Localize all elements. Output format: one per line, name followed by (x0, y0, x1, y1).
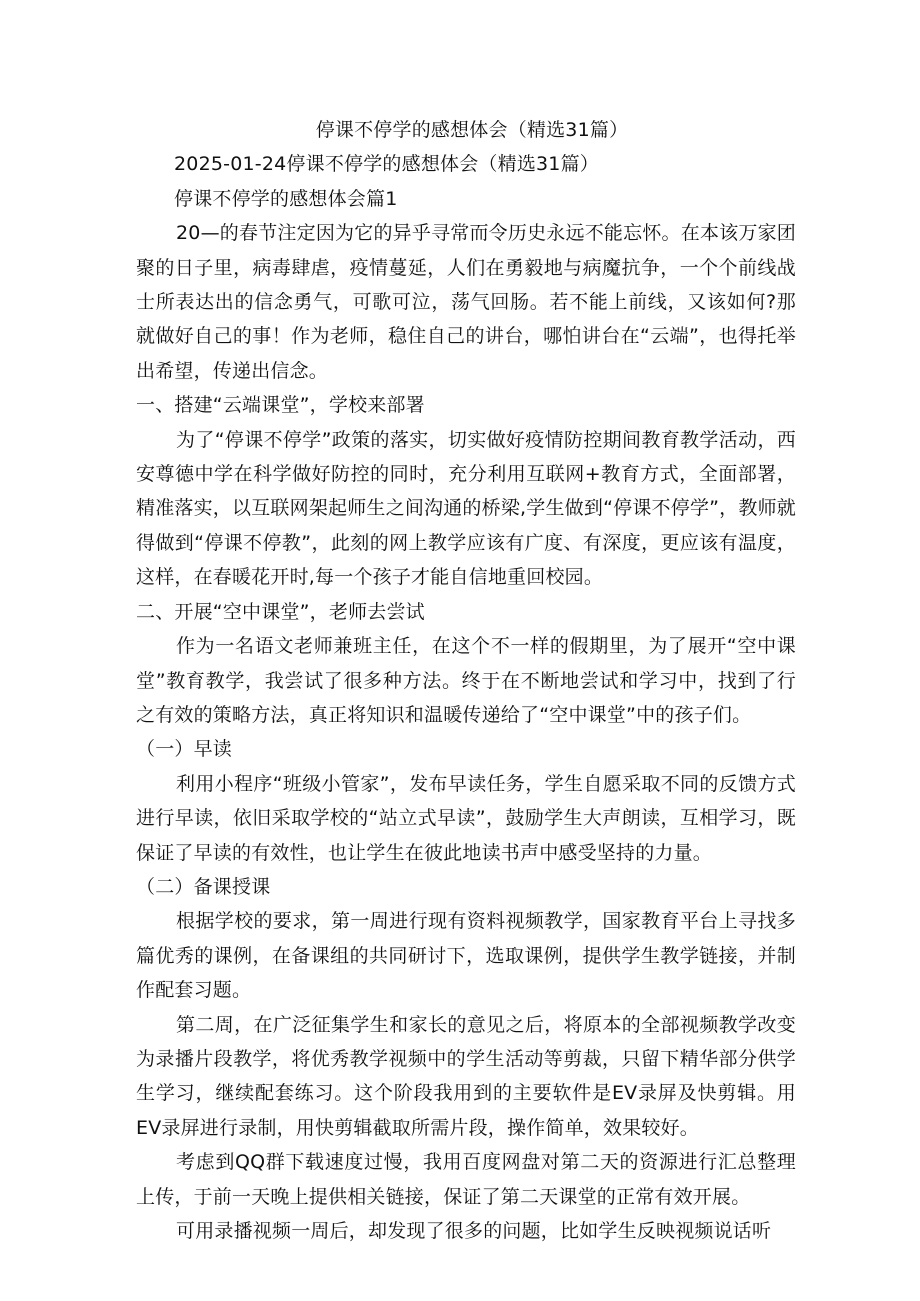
dated-title: 2025-01-24停课不停学的感想体会（精选31篇） (174, 153, 599, 176)
heading-morning-reading: （一）早读 (136, 738, 233, 761)
paragraph-problems: 可用录播视频一周后，却发现了很多的问题，比如学生反映视频说话听 (176, 1220, 772, 1242)
paragraph-week-one: 根据学校的要求，第一周进行现有资料视频教学，国家教育平台上寻找多篇优秀的课例，在备课组的共同研讨下，选取课例，提供学生教学链接，并制作配套习题。 (136, 910, 796, 1002)
heading-part-one: 一、搭建“云端课堂”，学校来部署 (136, 394, 425, 417)
paragraph-week-two: 第二周，在广泛征集学生和家长的意见之后，将原本的全部视频教学改变为录播片段教学，将优秀教学视频中的学生活动等剪裁，只留下精华部分供学生学习，继续配套练习。这个阶段我用到的主要软件是EV录屏及快剪辑。用EV录屏进行录制，用快剪辑截取所需片段，操作简单，效果较好。 (136, 1013, 796, 1139)
heading-part-two: 二、开展“空中课堂”，老师去尝试 (136, 600, 425, 623)
section-heading: 停课不停学的感想体会篇1 (174, 187, 398, 210)
document-title: 停课不停学的感想体会（精选31篇） (315, 119, 629, 141)
paragraph-attempt: 作为一名语文老师兼班主任，在这个不一样的假期里，为了展开“空中课堂”教育教学，我尝试了很多种方法。终于在不断地尝试和学习中，找到了行之有效的策略方法，真正将知识和温暖传递给了“空中课堂”中的孩子们。 (136, 635, 796, 726)
paragraph-intro: 20—的春节注定因为它的异乎寻常而令历史永远不能忘怀。在本该万家团聚的日子里，病毒肆虐，疫情蔓延，人们在勇毅地与病魔抗争，一个个前线战士所表达出的信念勇气，可歌可泣，荡气回肠。若不能上前线，又该如何?那就做好自己的事！作为老师，稳住自己的讲台，哪怕讲台在“云端”，也得托举出希望，传递出信念。 (136, 222, 796, 382)
paragraph-upload: 考虑到QQ群下载速度过慢，我用百度网盘对第二天的资源进行汇总整理上传，于前一天晚上提供相关链接，保证了第二天课堂的正常有效开展。 (136, 1151, 796, 1208)
heading-lesson-prep: （二）备课授课 (136, 875, 271, 898)
paragraph-policy: 为了“停课不停学”政策的落实，切实做好疫情防控期间教育教学活动，西安尊德中学在科学做好防控的同时，充分利用互联网+教育方式，全面部署，精准落实，以互联网架起师生之间沟通的桥梁,学生做到“停课不停学”，教师就得做到“停课不停教”，此刻的网上教学应该有广度、有深度，更应该有温度，这样，在春暖花开时,每一个孩子才能自信地重回校园。 (136, 428, 796, 589)
paragraph-morning-reading: 利用小程序“班级小管家”，发布早读任务，学生自愿采取不同的反馈方式进行早读，依旧采取学校的“站立式早读”，鼓励学生大声朗读，互相学习，既保证了早读的有效性，也让学生在彼此地读书声中感受坚持的力量。 (136, 772, 796, 864)
document-body (136, 113, 796, 1248)
